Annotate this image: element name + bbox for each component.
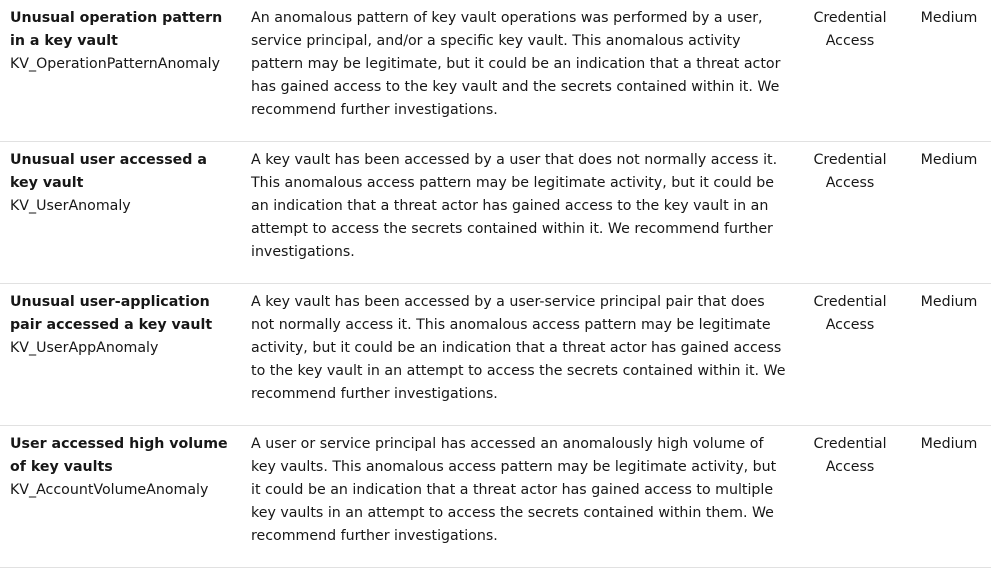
alert-tactic: Credential Access bbox=[813, 10, 887, 49]
alert-name-cell bbox=[10, 149, 228, 218]
alert-description: A user or service principal has accessed an anomalously high volume of key vaults. This anomalous access pattern may be legitimate activity, but it could be an indication that a threat actor has gained access to multiple key vaults in an attempt to access the secrets contained within them. We recommend further investigations. bbox=[251, 436, 777, 544]
alert-name-cell bbox=[10, 7, 228, 76]
alert-id: KV_AccountVolumeAnomaly bbox=[10, 482, 209, 498]
alert-description: An anomalous pattern of key vault operations was performed by a user, service principal, and/or a specific key vault. This anomalous activity pattern may be legitimate, but it could be an indication that a threat actor has gained access to the key vault and the secrets contained within it. We recommend further investigations. bbox=[251, 10, 781, 118]
alert-title: User accessed high volume of key vaults bbox=[10, 436, 228, 475]
table-row bbox=[0, 142, 991, 284]
alert-tactic: Credential Access bbox=[813, 152, 887, 191]
alert-title: Unusual user accessed a key vault bbox=[10, 152, 207, 191]
alert-title: Unusual operation pattern in a key vault bbox=[10, 10, 223, 49]
alert-severity: Medium bbox=[920, 436, 978, 452]
table-row bbox=[0, 0, 991, 142]
alert-severity: Medium bbox=[920, 10, 978, 26]
alert-id: KV_OperationPatternAnomaly bbox=[10, 56, 220, 72]
alert-description: A key vault has been accessed by a user-service principal pair that does not normally access it. This anomalous access pattern may be legitimate activity, but it could be an indication that a threat actor has gained access to the key vault in an attempt to access the secrets contained within it. We recommend further investigations. bbox=[251, 294, 786, 402]
alert-id: KV_UserAnomaly bbox=[10, 198, 131, 214]
alert-tactic: Credential Access bbox=[813, 436, 887, 475]
alert-title: Unusual user-application pair accessed a key vault bbox=[10, 294, 213, 333]
alert-severity: Medium bbox=[920, 294, 978, 310]
alert-name-cell bbox=[10, 291, 228, 360]
alert-name-cell bbox=[10, 433, 228, 502]
table-row bbox=[0, 426, 991, 568]
alert-tactic: Credential Access bbox=[813, 294, 887, 333]
alert-severity: Medium bbox=[920, 152, 978, 168]
alert-id: KV_UserAppAnomaly bbox=[10, 340, 159, 356]
alert-description: A key vault has been accessed by a user that does not normally access it. This anomalous access pattern may be legitimate activity, but it could be an indication that a threat actor has gained access to the key vault in an attempt to access the secrets contained within it. We recommend further investigations. bbox=[251, 152, 778, 260]
table-row bbox=[0, 284, 991, 426]
